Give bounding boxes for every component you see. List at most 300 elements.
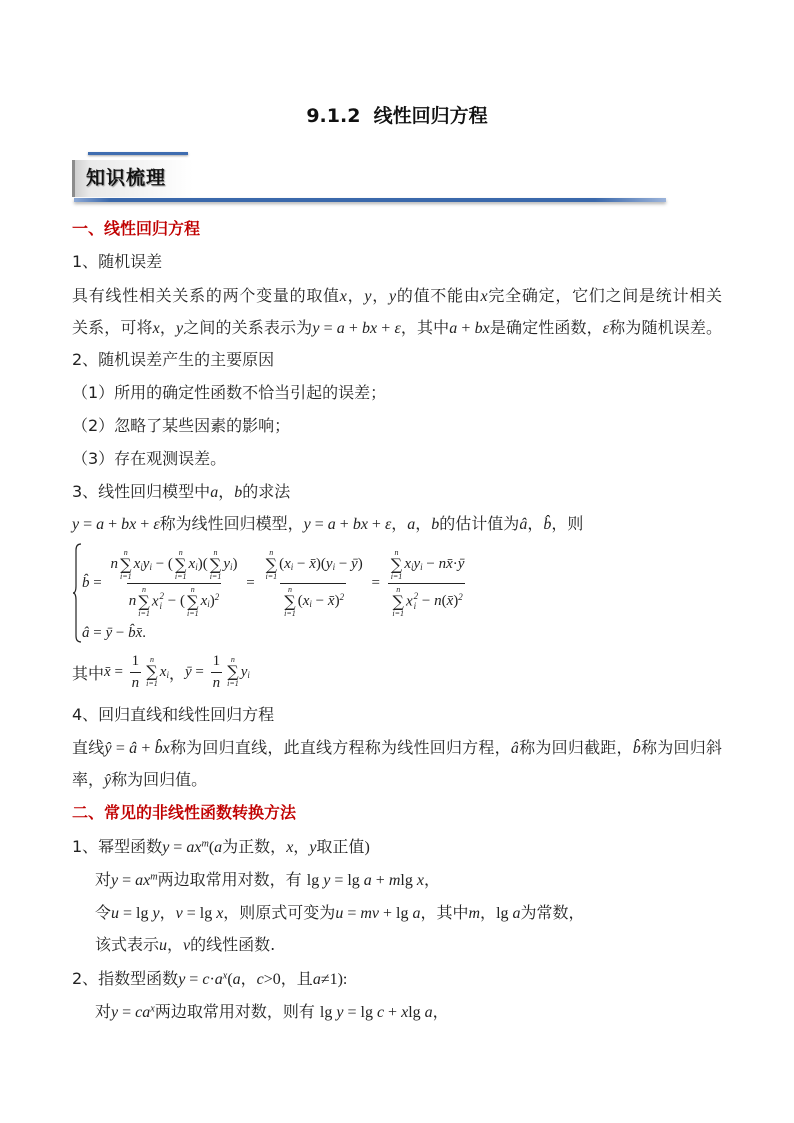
sum-lower-limit: i=1 (227, 679, 239, 688)
math-variable: b (431, 516, 440, 533)
text-run: ，且 (280, 969, 313, 988)
summation (210, 549, 222, 581)
math-symbol: = lg (182, 905, 217, 922)
math-symbol: − (151, 556, 168, 572)
sum-upper-limit: n (142, 584, 147, 594)
math-variable: b̂ (82, 574, 90, 591)
paragraph-line (95, 1000, 449, 1024)
math-variable: y (72, 516, 80, 533)
math-variable: y (162, 839, 170, 856)
math-symbol: + (371, 872, 389, 889)
text-run: ， (423, 870, 440, 889)
math-term (284, 556, 293, 573)
subscript: i (413, 600, 417, 611)
math-variable: a (312, 971, 321, 988)
math-variable: x̄ (446, 593, 454, 609)
math-symbol: = lg (343, 1004, 377, 1021)
math-variable: a (214, 971, 223, 988)
math-symbol: ( (297, 593, 303, 609)
math-term (303, 593, 312, 610)
math-symbol: ) (197, 556, 203, 572)
math-symbol: − (293, 556, 310, 572)
text-run: ， (168, 663, 185, 683)
sum-upper-limit: n (396, 584, 401, 594)
math-term (326, 556, 335, 573)
sum-symbol: ∑ (209, 554, 222, 574)
banner-top-rule (88, 152, 188, 155)
math-term (335, 593, 344, 610)
text-run: （2）忽略了某些因素的影响； (72, 416, 291, 435)
math-symbol: = (118, 872, 136, 889)
fraction-numerator (130, 653, 142, 672)
text-run: ， (218, 482, 235, 501)
subscript: i (140, 562, 143, 573)
math-term (186, 837, 209, 856)
math-variable: x (133, 556, 141, 572)
text-run: ， (167, 935, 184, 954)
sum-lower-limit: i=1 (174, 571, 187, 581)
fraction-denominator (280, 583, 346, 618)
math-symbol: lg (400, 872, 417, 889)
math-variable: a (424, 1004, 433, 1021)
math-variable: a (96, 516, 105, 533)
math-symbol: >0 (263, 971, 281, 988)
sum-upper-limit: n (394, 547, 399, 557)
math-variable: x̄ (309, 556, 316, 572)
math-variable: y (413, 556, 421, 572)
text-run: 为常数， (520, 903, 585, 922)
math-variable: x (286, 839, 294, 856)
math-variable: y (176, 320, 184, 337)
sum-symbol: ∑ (392, 591, 404, 611)
sum-upper-limit: n (269, 547, 274, 557)
math-symbol: ) (334, 593, 340, 609)
list-item (72, 447, 226, 471)
math-symbol: = (185, 971, 203, 988)
fraction (130, 653, 142, 692)
text-run: 称为线性回归模型， (159, 514, 304, 533)
subscript: i (230, 562, 233, 573)
math-variable: ȳ (457, 556, 465, 572)
paragraph-line (72, 284, 722, 308)
math-variable: ax (186, 839, 202, 856)
fraction-numerator (261, 549, 364, 583)
superscript: x (150, 1003, 155, 1015)
sum-upper-limit: n (213, 547, 218, 557)
math-symbol: lg (408, 1004, 425, 1021)
sum-lower-limit: i=1 (392, 608, 404, 618)
subheading-exponential-function (72, 967, 347, 991)
math-variable: bx (362, 320, 378, 337)
text-run: 两边取常用对数，有 (157, 870, 307, 889)
fraction-numerator (387, 549, 467, 583)
math-symbol: + (377, 320, 395, 337)
math-symbol: + (104, 516, 122, 533)
math-symbol: − (112, 624, 129, 641)
text-run: ， (159, 318, 177, 337)
sum-upper-limit: n (178, 547, 183, 557)
math-variable: x (188, 556, 196, 572)
superscript: 2 (413, 591, 419, 602)
text-run: ， (240, 969, 257, 988)
math-variable: b̂ (543, 516, 552, 533)
math-variable: y (312, 320, 320, 337)
math-variable: y (142, 556, 150, 572)
sum-symbol: ∑ (390, 554, 403, 574)
math-variable: y (240, 663, 248, 680)
fraction (387, 549, 467, 618)
math-symbol: = (319, 320, 337, 337)
math-variable: x (401, 1004, 409, 1021)
math-variable: x̄ (446, 556, 453, 572)
text-run: 之间的关系表示为 (183, 318, 313, 337)
summation (146, 656, 158, 688)
math-symbol: ) (364, 839, 370, 856)
fraction-numerator (108, 549, 239, 583)
math-variable: ε (394, 320, 401, 337)
text-run: 对 (95, 1002, 112, 1021)
sum-lower-limit: i=1 (119, 571, 132, 581)
mean-definition-line (72, 650, 250, 694)
math-term (223, 556, 232, 573)
text-run: ， (415, 514, 432, 533)
sum-symbol: ∑ (265, 554, 277, 574)
superscript: 2 (214, 592, 220, 603)
sum-symbol: ∑ (138, 591, 150, 611)
subscript: i (159, 600, 163, 611)
math-symbol: = (343, 905, 361, 922)
math-term (406, 592, 418, 611)
math-term (134, 556, 143, 573)
math-variable: x (416, 872, 424, 889)
summation (392, 586, 404, 618)
math-variable: ŷ (104, 740, 112, 757)
math-variable: n (128, 593, 137, 609)
text-run: 的值不能由 (396, 286, 481, 305)
math-symbol: ( (279, 556, 285, 572)
math-variable: n (438, 556, 447, 572)
math-symbol: = (111, 740, 130, 757)
subscript: i (247, 669, 250, 680)
sum-lower-limit: i=1 (186, 608, 199, 618)
math-variable: u (335, 905, 344, 922)
math-variable: n (110, 556, 118, 572)
math-symbol: ) (453, 593, 459, 609)
text-run: 2、随机误差产生的主要原因 (72, 350, 275, 369)
math-variable: â (129, 740, 138, 757)
math-symbol: − (422, 556, 439, 572)
text-run: 其中 (72, 663, 105, 683)
math-term (152, 592, 164, 611)
text-run: ， (159, 903, 176, 922)
subscript: i (290, 562, 294, 573)
slope-estimate-row (82, 545, 469, 621)
subheading-error-causes (72, 348, 274, 372)
math-variable: x̄ (104, 663, 111, 680)
math-variable: c (202, 971, 210, 988)
math-symbol: ( (208, 839, 215, 856)
text-run: （1）所用的确定性函数不恰当引起的误差； (72, 383, 387, 402)
text-run: ， (293, 837, 310, 856)
math-variable: â (510, 740, 519, 757)
math-variable: a (232, 971, 241, 988)
text-run: 直线 (72, 738, 105, 757)
text-run: 3、线性回归模型中 (72, 482, 211, 501)
banner-label: 知识梳理 (86, 167, 167, 189)
intercept-estimate-row (82, 622, 146, 644)
paragraph-line (95, 901, 585, 925)
math-symbol: ) (357, 556, 363, 572)
math-variable: â (82, 624, 90, 641)
list-item (72, 414, 290, 438)
math-symbol: + (344, 320, 363, 337)
text-run: 称为回归截距， (518, 738, 633, 757)
summation (391, 549, 403, 581)
subscript: i (149, 562, 152, 573)
math-symbol: − (335, 556, 352, 572)
math-variable: ε (153, 516, 160, 533)
math-term (201, 593, 210, 610)
math-variable: a (512, 905, 521, 922)
math-variable: x (151, 593, 159, 610)
sum-lower-limit: i=1 (146, 679, 158, 688)
fraction-denominator (211, 672, 223, 692)
left-brace (72, 543, 82, 643)
fraction-denominator (130, 672, 142, 692)
text-run: 2、指数型函数 (72, 969, 179, 988)
summation (120, 549, 132, 581)
text-run: 完全确定，它们之间是统计相关 (487, 286, 722, 305)
math-symbol: · (452, 556, 458, 572)
math-variable: a (407, 516, 416, 533)
fraction-denominator (127, 583, 222, 618)
text-run: 为正数， (222, 837, 287, 856)
math-variable: y (364, 288, 372, 305)
math-variable: u (159, 937, 168, 954)
math-symbol: ( (227, 971, 233, 988)
summation (138, 586, 150, 618)
math-variable: m (388, 872, 401, 889)
text-run: 4、回归直线和线性回归方程 (72, 705, 275, 724)
subheading-estimation (72, 480, 290, 504)
sum-symbol: ∑ (284, 591, 296, 611)
math-symbol: = (118, 1004, 136, 1021)
paragraph-line (95, 868, 440, 892)
math-term (189, 556, 198, 573)
math-variable: x (284, 556, 291, 572)
math-variable: bx (352, 516, 368, 533)
math-symbol: lg (306, 872, 324, 889)
subheading-random-error (72, 250, 162, 274)
text-run: 对 (95, 870, 112, 889)
math-variable: c (376, 1004, 385, 1021)
math-variable: b̂x (154, 740, 170, 757)
math-symbol: . (142, 624, 147, 641)
math-variable: x (302, 593, 310, 609)
text-run: ，其中 (420, 903, 469, 922)
summation (284, 586, 296, 618)
math-symbol: 1 (212, 652, 221, 669)
fraction-numerator (211, 653, 223, 672)
math-variable: u (111, 905, 120, 922)
math-symbol: + (137, 740, 155, 757)
math-variable: x (480, 288, 488, 305)
banner-box (72, 160, 193, 197)
math-symbol: = (89, 574, 106, 591)
math-variable: y (325, 556, 333, 572)
math-symbol: ( (320, 556, 326, 572)
paragraph-line (95, 933, 275, 957)
math-variable: c (256, 971, 264, 988)
math-variable: n (131, 674, 140, 691)
superscript: 2 (458, 592, 463, 603)
math-variable: bx (121, 516, 137, 533)
text-run: 关系，可将 (72, 318, 153, 337)
text-run: 称为回归值。 (111, 770, 208, 789)
sum-symbol: ∑ (175, 554, 187, 574)
math-variable: a (336, 320, 345, 337)
math-variable: v (175, 905, 183, 922)
fraction-denominator (388, 583, 464, 618)
math-symbol: = (310, 516, 328, 533)
math-symbol: = (191, 663, 208, 680)
text-run: ， (432, 1002, 449, 1021)
math-variable: y (178, 971, 186, 988)
math-symbol: + (136, 516, 154, 533)
math-variable: x̄ (327, 593, 335, 609)
math-symbol: ( (167, 556, 173, 572)
superscript: 2 (159, 591, 164, 602)
math-symbol: lg (319, 1004, 337, 1021)
math-symbol: = (367, 574, 384, 591)
text-run: 具有线性相关关系的两个变量的取值 (72, 286, 340, 305)
math-term (210, 593, 219, 610)
list-item (72, 381, 386, 405)
math-variable: x (152, 320, 160, 337)
math-symbol: ( (441, 593, 447, 609)
section-heading-nonlinear-transform: 二、常见的非线性函数转换方法 (72, 803, 297, 822)
math-variable: x (339, 288, 347, 305)
math-variable: a (363, 872, 372, 889)
math-variable: y (223, 556, 230, 572)
text-run: ，则 (551, 514, 584, 533)
math-symbol: + (335, 516, 353, 533)
math-variable: ax (135, 872, 151, 889)
math-variable: a (449, 320, 458, 337)
math-term (160, 664, 169, 681)
math-variable: b̂ (632, 740, 641, 757)
text-run: 1、随机误差 (72, 252, 163, 271)
banner-rule (74, 198, 666, 202)
sum-upper-limit: n (123, 547, 128, 557)
math-symbol: lg (496, 905, 513, 922)
math-variable: ȳ (351, 556, 358, 572)
paragraph-line (72, 316, 722, 340)
text-run: 称为回归直线，此直线方程称为线性回归方程， (169, 738, 511, 757)
sum-upper-limit: n (287, 584, 292, 594)
sum-lower-limit: i=1 (265, 571, 278, 581)
text-run: ，则原式可变为 (223, 903, 336, 922)
math-variable: n (212, 674, 221, 691)
sum-upper-limit: n (230, 655, 235, 664)
paragraph-line (72, 512, 583, 536)
paragraph-line (72, 768, 207, 792)
text-run: 是确定性函数， (489, 318, 603, 337)
math-symbol: + (384, 1004, 402, 1021)
text-run: 的线性函数. (190, 935, 276, 954)
subscript: i (332, 562, 336, 573)
sum-symbol: ∑ (227, 662, 239, 681)
math-variable: ε (384, 516, 392, 533)
math-symbol: ( (179, 593, 185, 609)
text-run: 1、幂型函数 (72, 837, 163, 856)
math-variable: y (303, 516, 311, 533)
regression-formula (72, 543, 532, 643)
math-term (135, 1002, 155, 1021)
math-variable: b (234, 484, 243, 501)
math-variable: ε (602, 320, 610, 337)
math-term (410, 556, 423, 573)
summation (175, 549, 187, 581)
sum-lower-limit: i=1 (390, 571, 403, 581)
sum-lower-limit: i=1 (284, 608, 296, 618)
math-symbol: − (418, 593, 435, 609)
math-variable: ȳ (184, 663, 192, 680)
page-title: 9.1.2 线性回归方程 (306, 105, 488, 127)
sum-lower-limit: i=1 (138, 608, 150, 618)
math-symbol: ) (209, 593, 215, 609)
math-symbol: = (89, 624, 106, 641)
math-variable: ca (135, 1004, 151, 1021)
text-run: ， (527, 514, 544, 533)
math-variable: y (336, 1004, 344, 1021)
subscript: i (309, 599, 312, 610)
math-variable: y (111, 1004, 119, 1021)
math-variable: x (404, 556, 411, 572)
math-symbol: = lg (330, 872, 364, 889)
math-variable: ŷ (104, 772, 112, 789)
text-run: （3）存在观测误差。 (72, 449, 227, 468)
text-run: 取正值 (316, 837, 365, 856)
math-variable: x (406, 593, 413, 610)
subscript: i (166, 669, 169, 680)
sum-upper-limit: n (149, 655, 154, 664)
math-symbol: = (110, 663, 127, 680)
math-variable: a (210, 484, 219, 501)
math-variable: y (323, 872, 331, 889)
math-variable: x (200, 593, 208, 609)
math-variable: y (309, 839, 317, 856)
math-symbol: − (164, 593, 180, 609)
text-run: 两边取常用对数，则有 (154, 1002, 320, 1021)
math-variable: x (216, 905, 224, 922)
subscript: i (207, 599, 210, 610)
superscript: 2 (339, 592, 345, 603)
math-symbol: = (169, 839, 187, 856)
superscript: x (222, 970, 228, 982)
math-variable: y (111, 872, 119, 889)
text-run: 的估计值为 (439, 514, 520, 533)
math-variable: y (388, 288, 397, 305)
math-symbol: ≠1): (320, 971, 348, 988)
text-run: 令 (95, 903, 112, 922)
text-run: 该式表示 (95, 935, 160, 954)
summation (187, 586, 199, 618)
text-run: ， (391, 514, 408, 533)
math-symbol: − (311, 593, 328, 609)
math-variable: bx (474, 320, 490, 337)
text-run: 称为随机误差。 (609, 318, 722, 337)
